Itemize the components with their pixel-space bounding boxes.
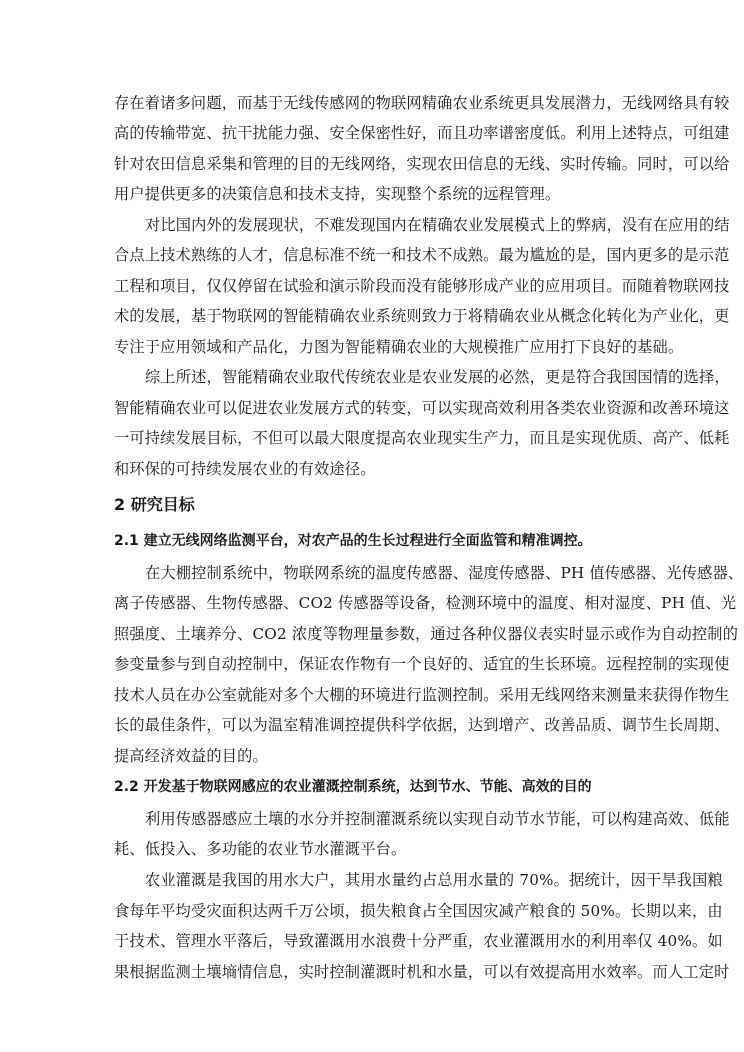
paragraph-line: 果根据监测土壤墒情信息，实时控制灌溉时机和水量，可以有效提高用水效率。而人工定时 — [114, 963, 730, 981]
paragraph-line: 长的最佳条件，可以为温室精准调控提供科学依据，达到增产、改善品质、调节生长周期、 — [114, 716, 730, 734]
paragraph-line: 合点上技术熟练的人才，信息标准不统一和技术不成熟。最为尴尬的是，国内更多的是示范 — [114, 246, 730, 264]
paragraph-line: 食每年平均受灾面积达两千万公顷，损失粮食占全国因灾减产粮食的 50%。长期以来，由 — [114, 902, 723, 920]
paragraph-line: 存在着诸多问题，而基于无线传感网的物联网精确农业系统更具发展潜力，无线网络具有较 — [114, 94, 730, 112]
subsection-heading: 2.1 建立无线网络监测平台，对农产品的生长过程进行全面监管和精准调控。 — [114, 533, 592, 549]
paragraph-line: 针对农田信息采集和管理的目的无线网络，实现农田信息的无线、实时传输。同时，可以给 — [114, 155, 730, 173]
paragraph-line: 于技术、管理水平落后，导致灌溉用水浪费十分严重，农业灌溉用水的利用率仅 40%。如 — [114, 932, 723, 950]
paragraph-line: 一可持续发展目标，不但可以最大限度提高农业现实生产力，而且是实现优质、高产、低耗 — [114, 429, 730, 447]
section-heading: 2 研究目标 — [114, 495, 195, 514]
paragraph-line: 综上所述，智能精确农业取代传统农业是农业发展的必然，更是符合我国国情的选择， — [145, 368, 730, 386]
paragraph-line: 对比国内外的发展现状，不难发现国内在精确农业发展模式上的弊病，没有在应用的结 — [145, 216, 730, 234]
paragraph-line: 和环保的可持续发展农业的有效途径。 — [114, 460, 376, 478]
paragraph-line: 高的传输带宽、抗干扰能力强、安全保密性好，而且功率谱密度低。利用上述特点，可组建 — [114, 124, 730, 142]
paragraph-line: 利用传感器感应土壤的水分并控制灌溉系统以实现自动节水节能，可以构建高效、低能 — [145, 810, 730, 828]
paragraph-line: 在大棚控制系统中，物联网系统的温度传感器、湿度传感器、PH 值传感器、光传感器、 — [145, 564, 744, 582]
paragraph-line: 提高经济效益的目的。 — [114, 747, 268, 765]
paragraph-line: 工程和项目，仅仅停留在试验和演示阶段而没有能够形成产业的应用项目。而随着物联网技 — [114, 277, 730, 295]
paragraph-line: 专注于应用领域和产品化，力图为智能精确农业的大规模推广应用打下良好的基础。 — [114, 338, 684, 356]
paragraph-line: 农业灌溉是我国的用水大户，其用水量约占总用水量的 70%。据统计，因干旱我国粮 — [145, 871, 723, 889]
subsection-heading: 2.2 开发基于物联网感应的农业灌溉控制系统，达到节水、节能、高效的目的 — [114, 779, 592, 795]
paragraph-line: 智能精确农业可以促进农业发展方式的转变，可以实现高效利用各类农业资源和改善环境这 — [114, 399, 730, 417]
paragraph-line: 用户提供更多的决策信息和技术支持，实现整个系统的远程管理。 — [114, 185, 561, 203]
paragraph-line: 技术人员在办公室就能对多个大棚的环境进行监测控制。采用无线网络来测量来获得作物生 — [114, 686, 730, 704]
paragraph-line: 照强度、土壤养分、CO2 浓度等物理量参数，通过各种仪器仪表实时显示或作为自动控制的 — [114, 625, 739, 643]
paragraph-line: 参变量参与到自动控制中，保证农作物有一个良好的、适宜的生长环境。远程控制的实现使 — [114, 655, 730, 673]
paragraph-line: 术的发展，基于物联网的智能精确农业系统则致力于将精确农业从概念化转化为产业化，更 — [114, 307, 730, 325]
paragraph-line: 耗、低投入、多功能的农业节水灌溉平台。 — [114, 840, 407, 858]
paragraph-line: 离子传感器、生物传感器、CO2 传感器等设备，检测环境中的温度、相对湿度、PH 值、光 — [114, 594, 737, 612]
